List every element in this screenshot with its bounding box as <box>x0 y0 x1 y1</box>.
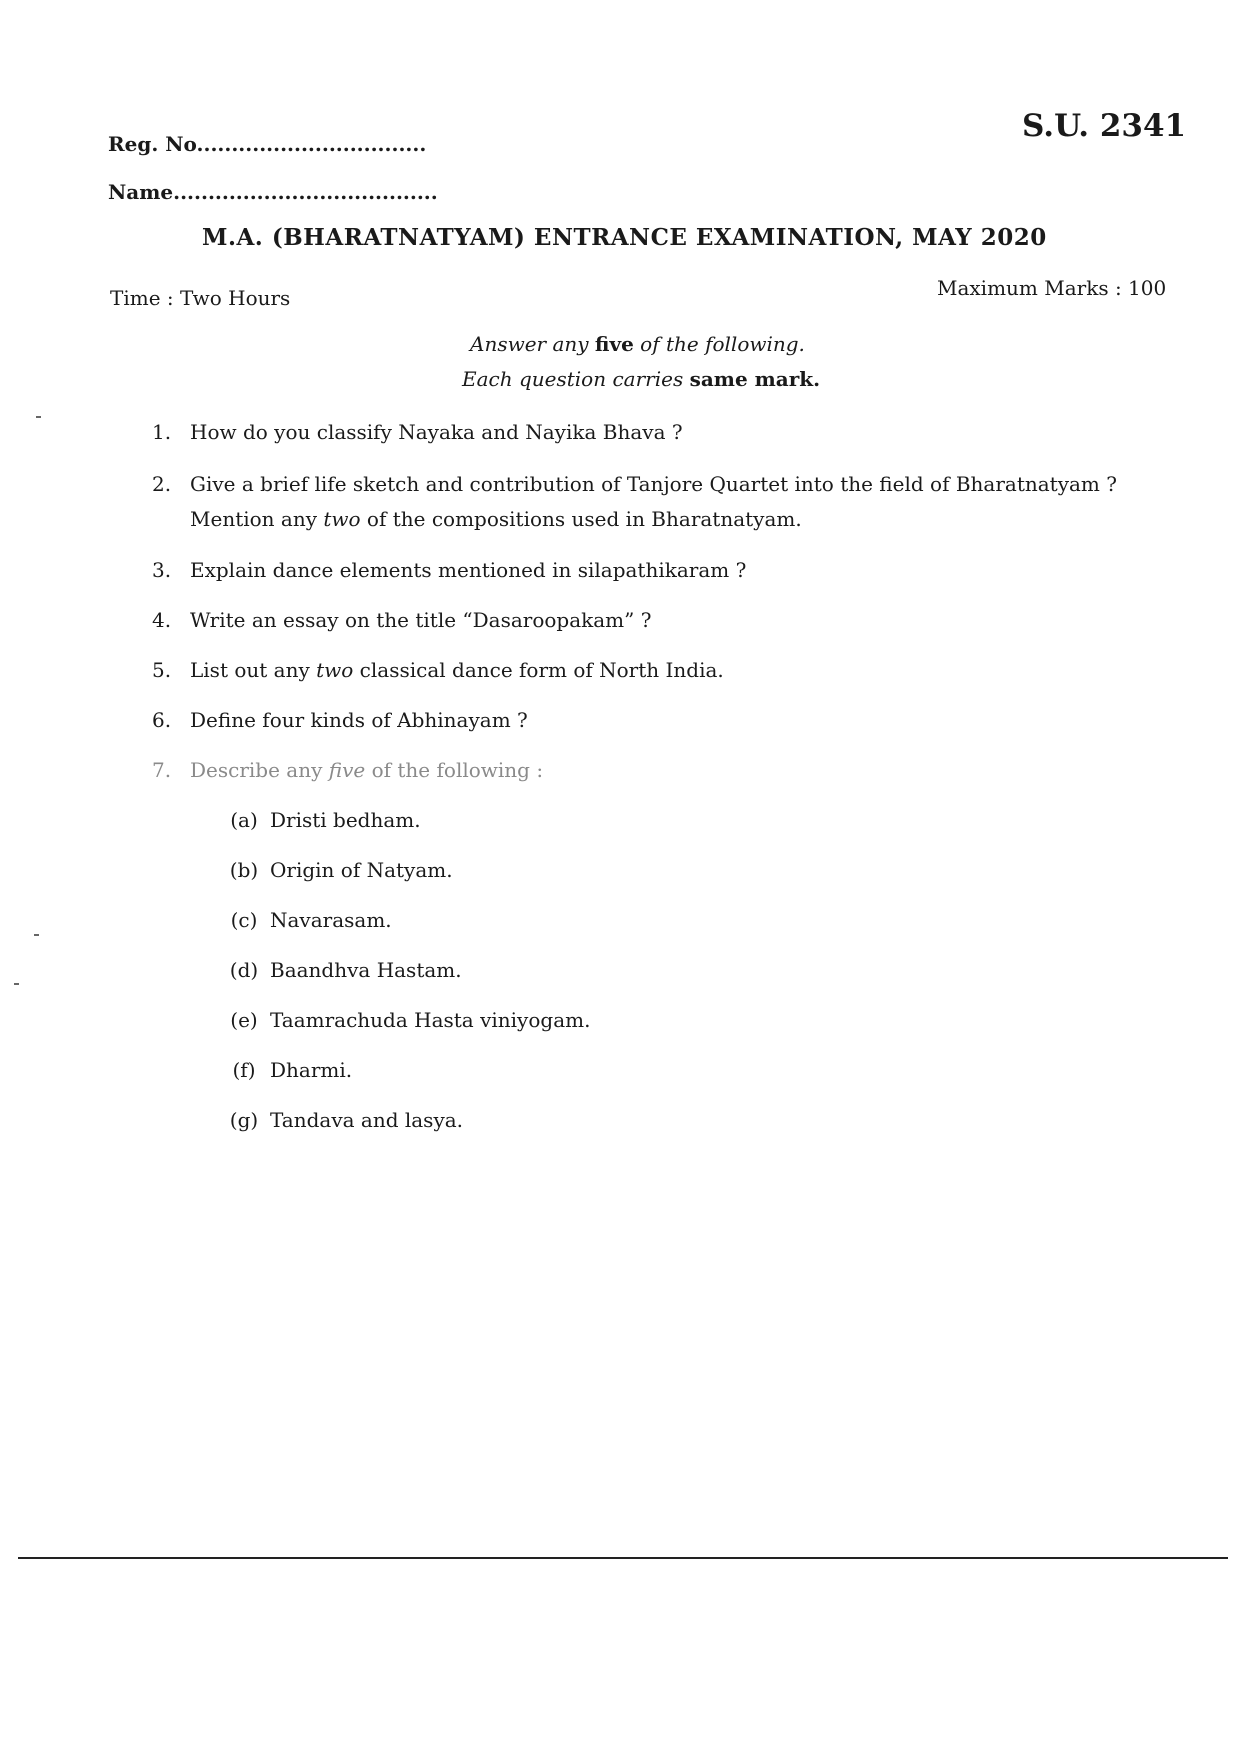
question-number: 7. <box>152 758 172 782</box>
question-text-italic: two <box>316 658 354 682</box>
question-number: 2. <box>152 472 172 496</box>
question-text: Write an essay on the title “Dasaroopakam” ? <box>190 608 652 632</box>
question-text: Give a brief life sketch and contribution of Tanjore Quartet into the field of Bharatnatyam ? <box>190 472 1117 496</box>
instruction-1-pre: Answer any <box>470 332 595 356</box>
subitem-label: (d) <box>229 958 259 982</box>
subitem-label: (g) <box>229 1108 259 1132</box>
question-text: classical dance form of North India. <box>353 658 724 682</box>
maximum-marks: Maximum Marks : 100 <box>937 276 1167 300</box>
question-text: of the compositions used in Bharatnatyam. <box>360 507 802 531</box>
question-text: Explain dance elements mentioned in silapathikaram ? <box>190 558 747 582</box>
instruction-1-post: of the following. <box>633 332 805 356</box>
subitem-label: (e) <box>230 1008 258 1032</box>
question-text: Define four kinds of Abhinayam ? <box>190 708 528 732</box>
question-text: How do you classify Nayaka and Nayika Bhava ? <box>190 420 683 444</box>
question-text: List out any <box>190 658 317 682</box>
subitem-text: Baandhva Hastam. <box>270 958 462 982</box>
question-number: 6. <box>152 708 172 732</box>
subitem-c <box>218 908 392 932</box>
subitem-g <box>218 1108 463 1132</box>
subitem-text: Dharmi. <box>270 1058 353 1082</box>
subitem-text: Origin of Natyam. <box>270 858 453 882</box>
question-2 <box>152 472 1117 496</box>
question-1 <box>152 420 683 444</box>
question-text-italic: five <box>328 758 366 782</box>
time-allowed: Time : Two Hours <box>110 286 291 310</box>
instruction-1-bold: five <box>594 332 634 356</box>
question-3 <box>152 558 746 582</box>
reg-no-field: Reg. No................................. <box>108 132 427 156</box>
question-6 <box>152 708 528 732</box>
question-text: Describe any <box>190 758 329 782</box>
bottom-rule <box>18 1557 1228 1559</box>
subitem-d <box>218 958 462 982</box>
exam-title: M.A. (BHARATNATYAM) ENTRANCE EXAMINATION, MAY 2020 <box>202 224 1047 251</box>
question-2-line-2 <box>190 507 802 531</box>
question-5 <box>152 658 724 682</box>
question-text-italic: two <box>323 507 361 531</box>
subitem-text: Navarasam. <box>270 908 392 932</box>
scan-speck <box>14 983 19 985</box>
question-number: 3. <box>152 558 172 582</box>
question-text: Mention any <box>190 507 324 531</box>
instruction-2-pre: Each question carries <box>462 367 690 391</box>
name-field: Name...................................... <box>108 180 438 204</box>
subitem-label: (f) <box>232 1058 256 1082</box>
subitem-e <box>218 1008 590 1032</box>
paper-code: S.U. 2341 <box>1022 108 1187 144</box>
subitem-f <box>218 1058 352 1082</box>
scan-speck <box>36 416 41 418</box>
instruction-line-1 <box>470 332 805 356</box>
subitem-label: (c) <box>230 908 258 932</box>
question-number: 4. <box>152 608 172 632</box>
subitem-label: (b) <box>229 858 259 882</box>
instruction-2-bold: same mark. <box>689 367 821 391</box>
subitem-label: (a) <box>230 808 258 832</box>
question-number: 1. <box>152 420 172 444</box>
question-4 <box>152 608 651 632</box>
subitem-a <box>218 808 421 832</box>
scan-speck <box>34 934 39 936</box>
instruction-line-2 <box>462 367 820 391</box>
question-text: of the following : <box>365 758 544 782</box>
subitem-text: Taamrachuda Hasta viniyogam. <box>270 1008 591 1032</box>
question-number: 5. <box>152 658 172 682</box>
subitem-b <box>218 858 453 882</box>
question-7 <box>152 758 543 782</box>
subitem-text: Tandava and lasya. <box>270 1108 464 1132</box>
subitem-text: Dristi bedham. <box>270 808 421 832</box>
